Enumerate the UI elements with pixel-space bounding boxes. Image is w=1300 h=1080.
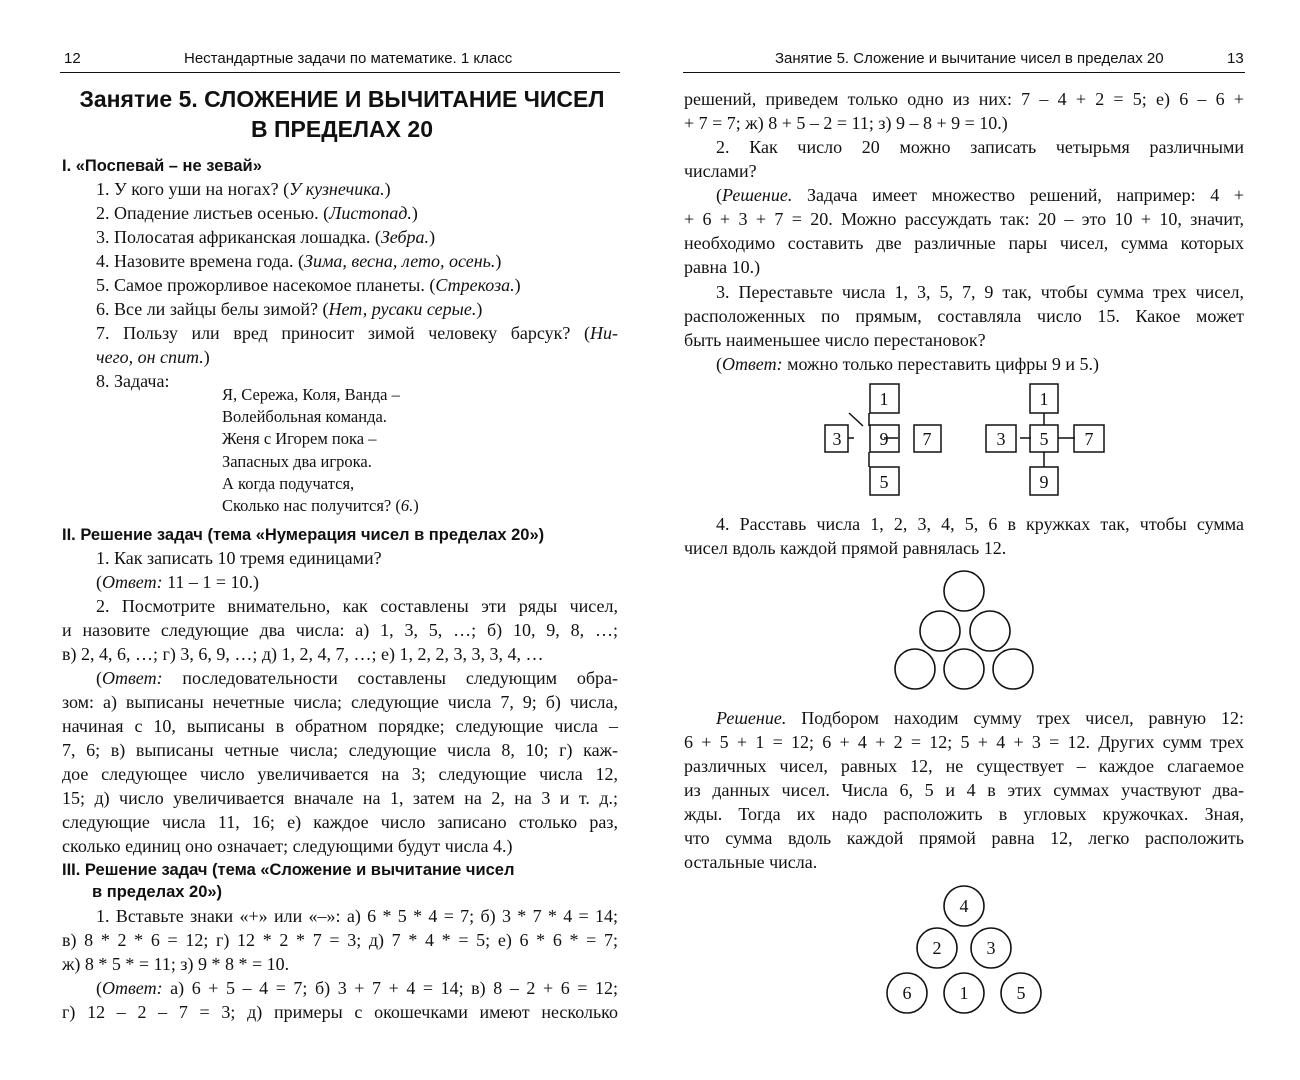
cell-bottom-value: 5 [879,472,889,492]
circle [944,649,984,689]
text-line: необходимо составить две различные пары чисел, сумма которых [684,233,1244,253]
text-line: числами? [684,161,757,181]
list-item: 2. Опадение листьев осенью. (Листопад.) [96,203,418,223]
text-line: следующие числа 11, 16; е) каждое число записано столько раз, [62,812,618,832]
list-item: 7. Пользу или вред приносит зимой человеку барсук? (Ни- [96,323,618,343]
circle [895,649,935,689]
text-line: ж) 8 * 5 * = 11; з) 9 * 8 * = 10. [62,954,290,974]
list-item: 1. У кого уши на ногах? (У кузнечика.) [96,179,391,199]
list-item-continued: чего, он спит.) [96,347,210,367]
text-line: (Ответ: последовательности составлены следующим обра- [96,668,618,688]
circle [993,649,1033,689]
text-line: различных чисел, равных 12, не существует – каждое слагаемое [684,756,1244,776]
text-line: в) 8 * 2 * 6 = 12; г) 12 * 2 * 7 = 3; д) 7 * 4 * = 5; е) 6 * 6 * = 7; [62,930,618,950]
text-line: (Ответ: можно только переставить цифры 9 и 5.) [716,354,1099,374]
text-line: расположенных по прямым, составляла число 15. Какое может [684,306,1244,326]
running-header [60,50,620,73]
section-heading: II. Решение задач (тема «Нумерация чисел в пределах 20») [62,526,545,544]
right-page [650,0,1300,1080]
text-line: остальные числа. [684,852,818,872]
list-item: 8. Задача: [96,371,170,391]
text-line: 15; д) число увеличивается вначале на 1, затем на 2, на 3 и т. д.; [62,788,618,808]
chapter-title: Занятие 5. СЛОЖЕНИЕ И ВЫЧИТАНИЕ ЧИСЕЛ В ПРЕДЕЛАХ 20 [79,86,605,142]
poem-line: Сколько нас получится? (6.) [222,496,419,515]
text-line: 4. Расставь числа 1, 2, 3, 4, 5, 6 в кружках так, чтобы сумма [716,514,1244,534]
cell-center-value: 9 [879,429,889,449]
text-line: сколько единиц оно означает; следующими будут числа 4.) [62,836,513,856]
text-line: 3. Переставьте числа 1, 3, 5, 7, 9 так, чтобы сумма трех чисел, [716,282,1244,302]
text-line: г) 12 – 2 – 7 = 3; д) примеры с окошечками имеют несколько [62,1002,618,1022]
text-line: (Ответ: а) 6 + 5 – 4 = 7; б) 3 + 7 + 4 = 14; в) 8 – 2 + 6 = 12; [96,978,618,998]
text-line: быть наименьшее число перестановок? [684,330,986,350]
circle-value: 3 [986,938,996,958]
list-item: 5. Самое прожорливое насекомое планеты. (Стрекоза.) [96,275,521,295]
text-line: зом: а) выписаны нечетные числа; следующие числа 7, 9; б) числа, [62,692,618,712]
text-line: Решение. Подбором находим сумму трех чисел, равную 12: [716,708,1244,728]
text-line: + 7 = 7; ж) 8 + 5 – 2 = 11; з) 9 – 8 + 9 = 10.) [684,113,1008,133]
poem-line: А когда подучатся, [222,474,355,493]
text-line: из данных чисел. Числа 6, 5 и 4 в этих суммах участвуют два- [684,780,1244,800]
circle-value: 4 [959,896,969,916]
cell-top-value: 1 [879,389,889,409]
section-heading: I. «Поспевай – не зевай» [62,157,262,175]
poem-line: Я, Сережа, Коля, Ванда – [222,385,400,404]
text-line: равна 10.) [684,257,761,277]
circle-value: 1 [959,983,969,1003]
text-line: чисел вдоль каждой прямой равнялась 12. [684,538,1007,558]
section-heading: III. Решение задач (тема «Сложение и вычитание чисел [62,861,515,879]
answer-text: (Ответ: 11 – 1 = 10.) [96,572,260,592]
text-line: и назовите следующие два числа: а) 1, 3, 5, …; б) 10, 9, 8, …; [62,620,618,640]
cell-bottom-value: 9 [1039,472,1049,492]
cell-left-value: 3 [832,429,842,449]
text-line: 2. Посмотрите внимательно, как составлены эти ряды чисел, [96,596,618,616]
text-line: + 6 + 3 + 7 = 20. Можно рассуждать так: 20 – это 10 + 10, значит, [684,209,1244,229]
cell-right-value: 7 [1084,429,1094,449]
circle [970,611,1010,651]
text-line: 2. Как число 20 можно записать четырьмя различными [716,137,1244,157]
page-number: 13 [1227,50,1244,67]
cell-right-value: 7 [922,429,932,449]
text-line: в) 2, 4, 6, …; г) 3, 6, 9, …; д) 1, 2, 4, 7, …; е) 1, 2, 2, 3, 3, 3, 4, … [62,644,544,664]
cell-top-value: 1 [1039,389,1049,409]
running-head-title: Нестандартные задачи по математике. 1 класс [184,50,513,67]
circle [920,611,960,651]
circle-value: 2 [932,938,942,958]
text-line: жды. Тогда их надо расположить в угловых кружочках. Зная, [684,804,1244,824]
triangle-empty [895,571,1033,689]
list-item: 6. Все ли зайцы белы зимой? (Нет, русаки серые.) [96,299,483,319]
text-line: решений, приведем только одно из них: 7 – 4 + 2 = 5; е) 6 – 6 + [684,89,1244,109]
task-text: 1. Как записать 10 тремя единицами? [96,548,382,568]
text-line: (Решение. Задача имеет множество решений, например: 4 + [716,185,1244,205]
text-line: начиная с 10, выписаны в обратном порядке; следующие числа – [62,716,618,736]
circle [944,571,984,611]
circle-value: 5 [1016,983,1026,1003]
cell-left-value: 3 [996,429,1006,449]
text-line: что сумма вдоль каждой прямой равна 12, легко расположить [684,828,1244,848]
poem-line: Волейбольная команда. [222,407,387,426]
text-line: 6 + 5 + 1 = 12; 6 + 4 + 2 = 12; 5 + 4 + 3 = 12. Других сумм трех [684,732,1244,752]
list-item: 3. Полосатая африканская лошадка. (Зебра.) [96,227,436,247]
text-line: 7, 6; в) выписаны четные числа; следующие числа 8, 10; г) каж- [62,740,618,760]
connector-line [849,413,863,426]
page-number: 12 [64,50,81,67]
list-item: 4. Назовите времена года. (Зима, весна, лето, осень.) [96,251,502,271]
text-line: 1. Вставьте знаки «+» или «–»: а) 6 * 5 * 4 = 7; б) 3 * 7 * 4 = 14; [96,906,618,926]
poem-line: Запасных два игрока. [222,452,372,471]
circle-value: 6 [902,983,912,1003]
running-head-title: Занятие 5. Сложение и вычитание чисел в пределах 20 [775,50,1164,67]
section-heading-continued: в пределах 20») [92,883,223,901]
cell-center-value: 5 [1039,429,1049,449]
text-line: дое следующее число увеличивается на 3; следующие числа 12, [62,764,618,784]
poem-line: Женя с Игорем пока – [222,429,377,448]
